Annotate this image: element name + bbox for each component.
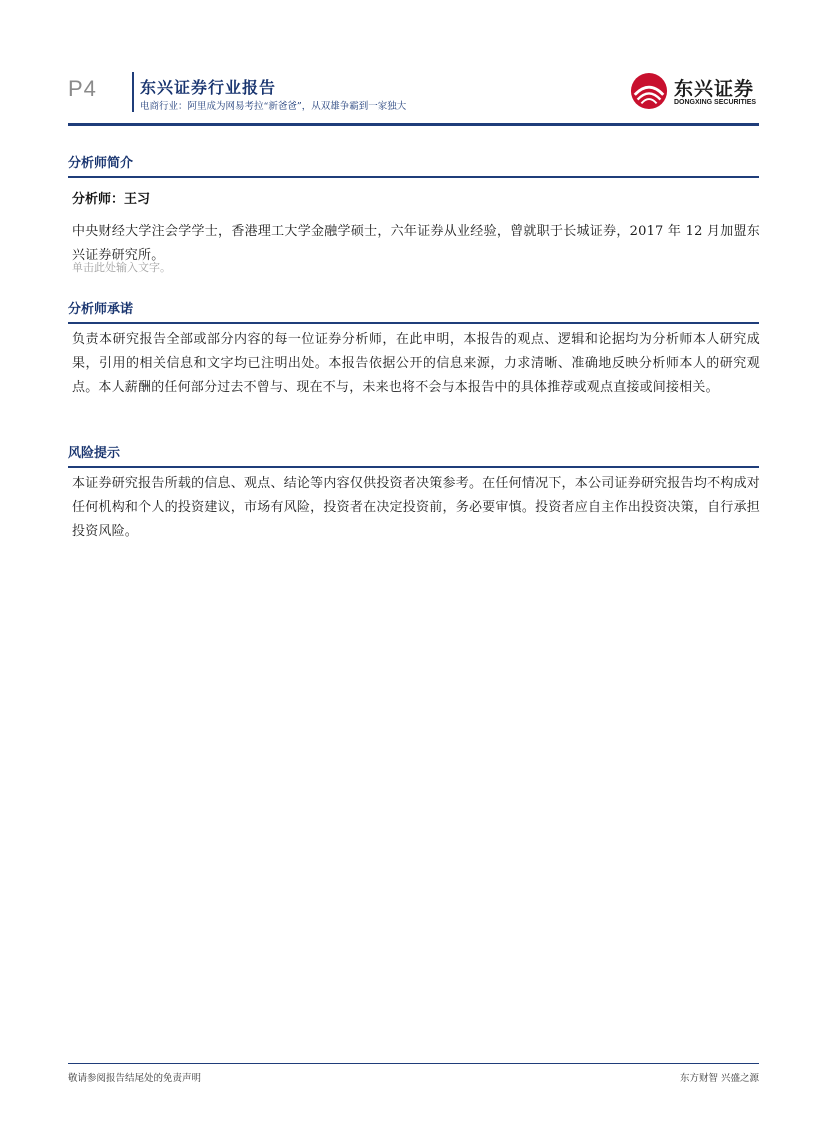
footer-disclaimer: 敬请参阅报告结尾处的免责声明 — [68, 1073, 202, 1084]
report-title: 东兴证券行业报告 — [140, 78, 277, 97]
section-heading-risk: 风险提示 — [68, 442, 759, 468]
header-rule — [68, 123, 759, 126]
footer-slogan: 东方财智 兴盛之源 — [679, 1073, 759, 1084]
page-number: P4 — [68, 76, 97, 101]
report-subtitle: 电商行业：阿里成为网易考拉“新爸爸”，从双雄争霸到一家独大 — [140, 101, 407, 112]
header-divider — [132, 72, 134, 112]
dongxing-logo-icon — [630, 72, 668, 110]
commitment-text: 负责本研究报告全部或部分内容的每一位证券分析师，在此申明，本报告的观点、逻辑和论据均为分析师本人研究成果，引用的相关信息和文字均已注明出处。本报告依据公开的信息来源，力求清晰、准确地反映分析师本人的研究观点。本人薪酬的任何部分过去不曾与、现在不与，未来也将不会与本报告中的具体推荐或观点直接或间接相关。 — [72, 332, 760, 395]
analyst-bio: 中央财经大学注会学学士，香港理工大学金融学硕士，六年证券从业经验，曾就职于长城证券，2017 年 12 月加盟东兴证券研究所。 — [72, 224, 760, 263]
logo-text-en: DONGXING SECURITIES — [674, 99, 757, 106]
logo-text-cn: 东兴证券 — [674, 78, 755, 100]
text-placeholder[interactable]: 单击此处输入文字。 — [72, 261, 171, 274]
footer-rule — [68, 1063, 759, 1064]
analyst-name: 分析师：王习 — [72, 192, 151, 207]
risk-text: 本证券研究报告所载的信息、观点、结论等内容仅供投资者决策参考。在任何情况下，本公司证券研究报告均不构成对任何机构和个人的投资建议，市场有风险，投资者在决定投资前，务必要审慎。投资者应自主作出投资决策，自行承担投资风险。 — [72, 476, 760, 539]
section-heading-analyst-intro: 分析师简介 — [68, 152, 759, 178]
section-heading-commitment: 分析师承诺 — [68, 298, 759, 324]
company-logo — [630, 72, 760, 112]
